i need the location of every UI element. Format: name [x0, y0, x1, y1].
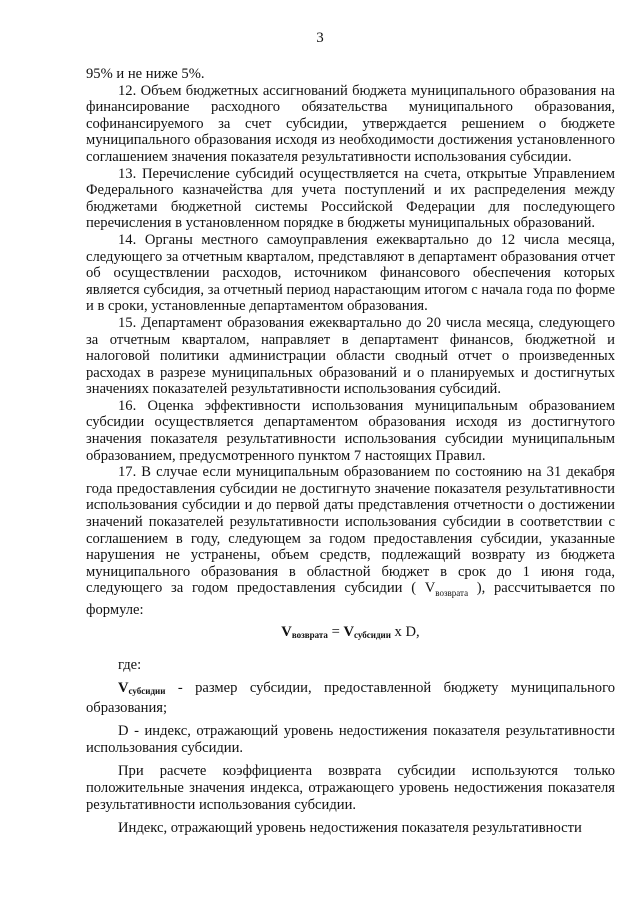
- paragraph-16: 16. Оценка эффективности использования муниципальным образованием субсидии осуществляется департаментом образования исходя из достигнутого значения показателя результативности использования субсидии муниципальным образованием, предусмотренного пунктом 7 настоящих Правил.: [86, 397, 615, 464]
- spacer: [86, 813, 615, 820]
- return-formula: [86, 624, 615, 644]
- paragraph-14: 14. Органы местного самоуправления ежеквартально до 12 числа месяца, следующего за отчетным кварталом, представляют в департамент образования отчет об осуществлении расходов, источником финансового обеспечения которых является субсидия, за отчетный период нарастающим итогом с начала года по форме и в сроки, установленные департаментом образования.: [86, 231, 615, 315]
- paragraph-continuation: 95% и не ниже 5%.: [86, 66, 205, 82]
- paragraph-13: 13. Перечисление субсидий осуществляется на счета, открытые Управлением Федерального казначейства для учета поступлений и их распределения между бюджетами бюджетной системы Российской Федерации для последующего перечисления в установленном порядке в бюджеты муниципальных образований.: [86, 165, 615, 232]
- paragraph-calculation: При расчете коэффициента возврата субсидии используются только положительные значения индекса, отражающего уровень недостижения показателя результативности использования субсидии.: [86, 763, 615, 813]
- formula-rhs-subscript: субсидии: [354, 629, 391, 640]
- paragraph-12: 12. Объем бюджетных ассигнований бюджета муниципального образования на финансирование расходного обязательства муниципального образования, софинансируемого за счет субсидии, утверждается решением о бюджете муниципального образования исходя из необходимости достижения установленного соглашением значения показателя результативности использования субсидии.: [86, 82, 615, 165]
- definition-d: D - индекс, отражающий уровень недостижения показателя результативности использования субсидии.: [86, 723, 615, 756]
- formula-equals: =: [327, 623, 344, 640]
- formula-rhs-symbol: V: [343, 623, 355, 640]
- paragraph-17-open: ( V: [402, 580, 436, 597]
- definition-v-subscript: субсидии: [128, 686, 166, 697]
- paragraph-15: 15. Департамент образования ежеквартально до 20 числа месяца, следующего за отчетным кварталом, направляет в департамент финансов, бюджетной и налоговой политики администрации области сводный отчет о произведенных расходах в разрезе муниципальных образований и о планируемых и достигнутых значениях показателей результативности использования субсидий.: [86, 314, 615, 398]
- formula-lhs-subscript: возврата: [291, 629, 328, 640]
- paragraph-17-subscript: возврата: [435, 588, 469, 599]
- definition-v-symbol: V: [118, 680, 129, 697]
- definition-v-subsidy: [86, 680, 615, 716]
- spacer: [86, 716, 615, 723]
- paragraph-17-close: ), рассчитывается по формуле:: [86, 580, 615, 618]
- formula-lhs-symbol: V: [281, 623, 292, 640]
- where-label: где:: [118, 656, 142, 673]
- paragraph-17-text: 17. В случае если муниципальным образованием по состоянию на 31 декабря года предоставления субсидии не достигнуто значение показателя результативности использования субсидии и до первой даты представления отчетности о достижении значений показателей результативности использования субсидии в соответствии с соглашением в году, следующем за годом предоставления субсидии, указанные нарушения не устранены, объем средств, подлежащий возврату из бюджета муниципального образования в областной бюджет в срок до 1 июня года, следующего за годом предоставления субсидии: [86, 464, 615, 597]
- spacer: [86, 673, 615, 680]
- page-number: 3: [316, 30, 324, 46]
- spacer: [86, 756, 615, 763]
- definition-v-text: - размер субсидии, предоставленной бюджету муниципального образования;: [86, 680, 615, 716]
- formula-tail: x D,: [390, 623, 420, 640]
- paragraph-last: Индекс, отражающий уровень недостижения показателя результативности: [118, 820, 582, 837]
- document-body: [86, 66, 615, 837]
- paragraph-17: [86, 464, 615, 618]
